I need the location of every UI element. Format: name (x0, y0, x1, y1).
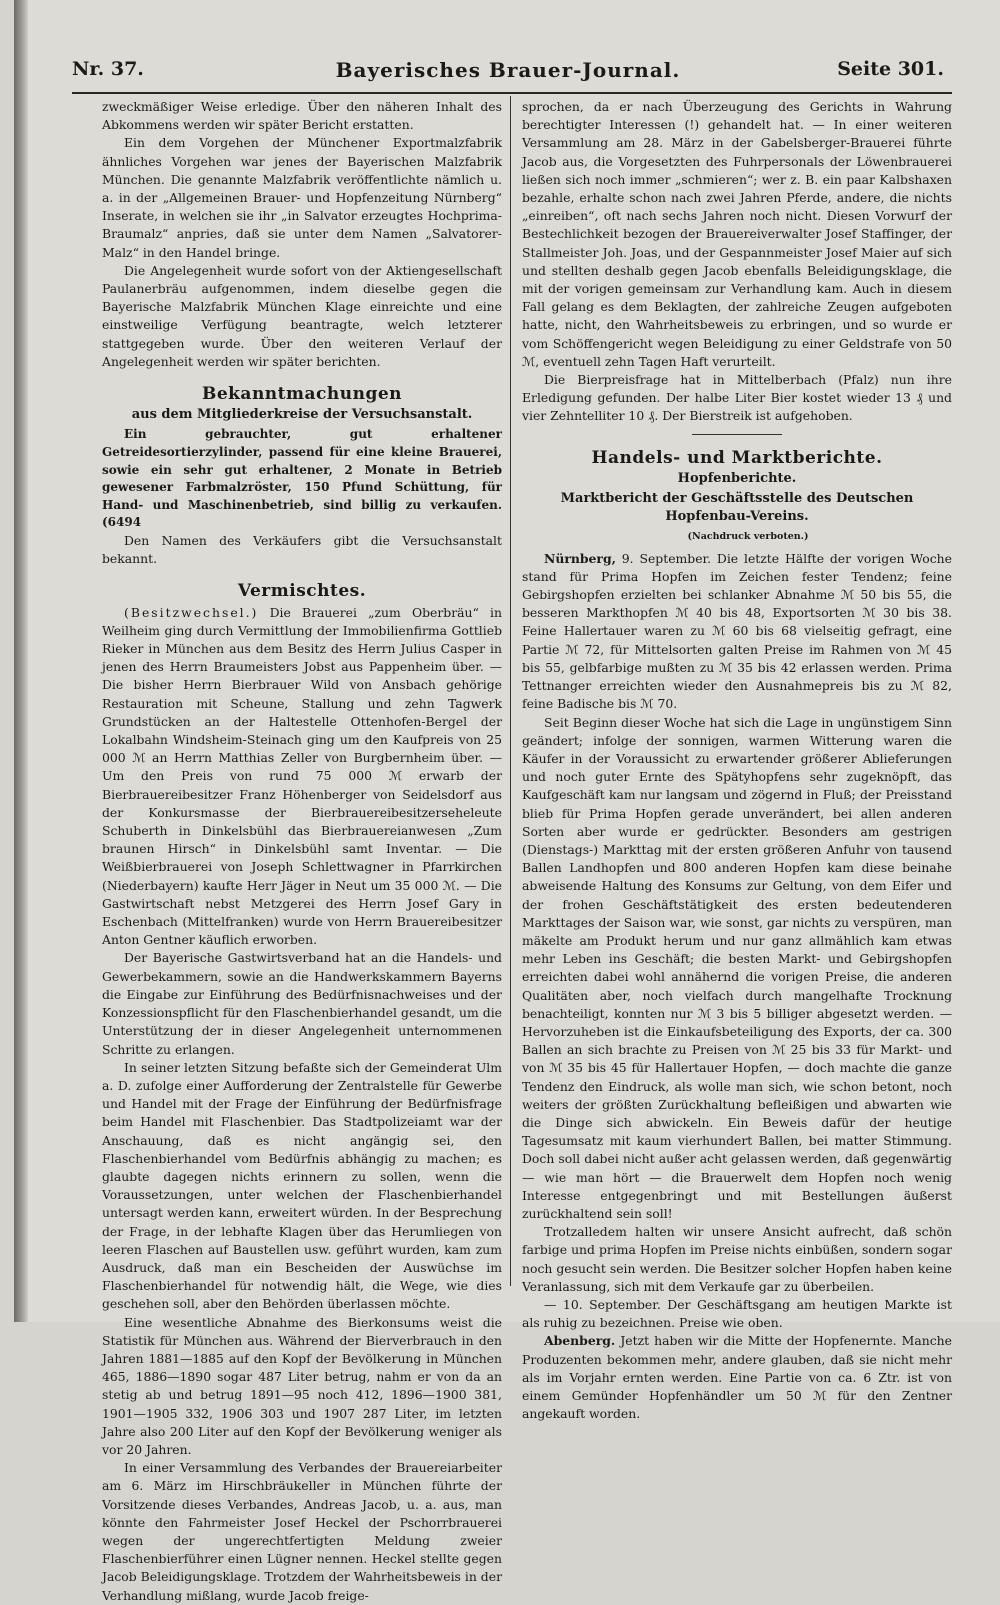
section-separator (692, 434, 782, 435)
paragraph: In seiner letzten Sitzung befaßte sich der Gemeinderat Ulm a. D. zufolge einer Aufforderung der Zentralstelle für Gewerbe und Handel mit der Frage der Einführung der Bedürfnisfrage beim Handel mit Flaschenbier. Das Stadtpolizeiamt war der Anschauung, daß es nicht angängig sei, den Flaschenbierhandel vom Bedürfnis abhängig zu machen; es glaubte dagegen nichts erinnern zu sollen, wenn die Voraussetzungen, unter welchen der Flaschenbierhandel untersagt werden kann, erweitert würden. In der Besprechung der Frage, in der lebhafte Klagen über das Herumliegen von leeren Flaschen auf Baustellen usw. geführt wurden, kam zum Ausdruck, daß man ein Bescheiden der Auswüchse im Flaschenbierhandel für notwendig hält, die Wege, wie dies geschehen soll, aber den Behörden überlassen möchte. (102, 1059, 502, 1312)
section-subheading-marktbericht: Marktbericht der Geschäftsstelle des Deutschen Hopfenbau-Vereins. (560, 491, 914, 525)
journal-title: Bayerisches Brauer-Journal. (335, 58, 681, 82)
page-header (72, 58, 944, 88)
paragraph: Seit Beginn dieser Woche hat sich die Lage in ungünstigem Sinn geändert; infolge der sonnigen, warmen Witterung waren die Käufer in der Voraussicht zu erwartender größerer Ablieferungen und noch guter Ernte des Spätyhopfens sehr zugeknöpft, das Kaufgeschäft kam nur langsam und zögernd in Fluß; der Preisstand blieb für Prima Hopfen gerade unverändert, bei allen anderen Sorten aber wurde er gedrückter. Besonders am gestrigen (Dienstags-) Markttag mit der ersten größeren Anfuhr von tausend Ballen Landhopfen und 800 anderen Hopfen kam diese beinahe abweisende Haltung des Konsums zur Geltung, von dem Eifer und der frohen Geschäftstätigkeit des ersten bedeutenderen Markttages der Saison war, wie sonst, gar nichts zu verspüren, man mäkelte am Produkt herum und nur ganz allmählich kam etwas mehr Leben ins Geschäft; die besten Markt- und Gebirgshopfen erreichten dabei wohl annähernd die vorigen Preise, die anderen Qualitäten aber, noch vielfach durch mangelhafte Trocknung benachteiligt, konnten nur ℳ 3 bis 5 billiger abgesetzt werden. — Hervorzuheben ist die Einkaufsbeteiligung des Exports, der ca. 300 Ballen an sich brachte zu Preisen von ℳ 25 bis 33 für Markt- und von ℳ 35 bis 45 für Hallertauer Hopfen, — doch machte die ganze Tendenz den Eindruck, als wolle man sich, wie schon betont, noch weiters der größten Zurückhaltung befleißigen und abwarten wie die Dinge sich abwickeln. Ein Beweis dafür der heutige Tagesumsatz mit kaum vierhundert Ballen, bei matter Stimmung. Doch soll dabei nicht außer acht gelassen werden, daß gegenwärtig — wie man hört — die Brauerwelt dem Hopfen noch wenig Interesse entgegenbringt und mit Bestellungen äußerst zurückhaltend sein soll! (522, 714, 952, 1221)
paragraph: zweckmäßiger Weise erledige. Über den näheren Inhalt des Abkommens werden wir später Bericht erstatten. (102, 99, 502, 133)
right-column (522, 98, 952, 1423)
paragraph (102, 604, 502, 950)
paragraph (522, 550, 952, 714)
item-text: Jetzt haben wir die Mitte der Hopfenernte. Manche Produzenten bekommen mehr, andere glauben, daß sie nicht mehr als im Vorjahr ernten werden. Eine Partie von ca. 6 Ztr. ist von einem Gemünder Hopfenhändler um 50 ℳ für den Zentner angekauft worden. (522, 1333, 952, 1422)
paragraph: In einer Versammlung des Verbandes der Brauereiarbeiter am 6. März im Hirschbräukeller in München führte der Vorsitzende dieses Verbandes, Andreas Jacob, u. a. aus, man könnte den Fahrmeister Josef Heckel der Pschorrbrauerei wegen der ungerechtfertigten Meldung zweier Flaschenbierführer einen Lügner nennen. Heckel stellte gegen Jacob Beleidigungsklage. Trotzdem der Wahrheitsbeweis in der Verhandlung mißlang, wurde Jacob freige- (102, 1460, 502, 1603)
section-subheading-hopfenberichte: Hopfenberichte. (677, 470, 797, 486)
paragraph: Den Namen des Verkäufers gibt die Versuchsanstalt bekannt. (102, 533, 502, 567)
header-rule (72, 92, 952, 94)
issue-number: Nr. 37. (72, 58, 144, 80)
item-text: 9. September. Die letzte Hälfte der vorigen Woche stand für Prima Hopfen im Zeichen fester Tendenz; feine Gebirgshopfen erzielten bei schlanker Abnahme ℳ 50 bis 55, die besseren Markthopfen ℳ 40 bis 48, Exportsorten ℳ 30 bis 38. Feine Hallertauer waren zu ℳ 60 bis 68 vielseitig gefragt, eine Partie ℳ 72, für Mittelsorten galten Preise im Rahmen von ℳ 45 bis 55, gelbfarbige mußten zu ℳ 35 bis 42 erlassen werden. Prima Tettnanger erreichten wieder den Ausnahmepreis bis zu ℳ 82, feine Badische bis ℳ 70. (522, 550, 952, 712)
item-label: (Besitzwechsel.) (124, 604, 259, 620)
section-heading-bekanntmachungen: Bekanntmachungen (201, 384, 403, 405)
section-subheading: aus dem Mitgliederkreise der Versuchsanstalt. (131, 407, 473, 423)
paragraph: sprochen, da er nach Überzeugung des Gerichts in Wahrung berechtigter Interessen (!) gehandelt hat. — In einer weiteren Versammlung am 28. März in der Gabelsberger-Brauerei führte Jacob aus, die Vorgesetzten des Fuhrpersonals der Löwenbrauerei ließen sich noch immer „schmieren“; wer z. B. ein paar Kalbshaxen bezahle, erhalte schon nach zwei Jahren Pferde, andere, die nichts „einreiben“, oft nach sechs Jahren noch nicht. Diesen Vorwurf der Bestechlichkeit bezogen der Brauereiverwalter Josef Staffinger, der Stallmeister Joh. Joas, und der Gespannmeister Josef Maier auf sich und stellten deshalb gegen Jacob ebenfalls Beleidigungsklage, die mit der vorigen gemeinsam zur Verhandlung kam. Auch in diesem Fall gelang es dem Beklagten, der zahlreiche Zeugen aufgeboten hatte, nicht, den Wahrheitsbeweis zu erbringen, und so wurde er vom Schöffengericht wegen Beleidigung zu einer Geldstrafe von 50 ℳ, eventuell zehn Tagen Haft verurteilt. (522, 99, 952, 369)
dateline-place: Nürnberg, (544, 550, 616, 566)
paragraph: — 10. September. Der Geschäftsgang am heutigen Markte ist als ruhig zu bezeichnen. Preise wie oben. (522, 1297, 952, 1331)
advertisement-text: Ein gebrauchter, gut erhaltener Getreidesortierzylinder, passend für eine kleine Brauerei, sowie ein sehr gut erhaltener, 2 Monate in Betrieb gewesener Farbmalzröster, 150 Pfund Schüttung, für Hand- und Maschinenbetrieb, sind billig zu verkaufen. (6494 (102, 427, 502, 530)
left-column (102, 98, 502, 1605)
paragraph: Die Angelegenheit wurde sofort von der Aktiengesellschaft Paulanerbräu aufgenommen, indem dieselbe gegen die Bayerische Malzfabrik München Klage einreichte und eine einstweilige Verfügung beantragte, welch letzterer stattgegeben wurde. Über den weiteren Verlauf der Angelegenheit werden wir später berichten. (102, 262, 502, 369)
paragraph: Eine wesentliche Abnahme des Bierkonsums weist die Statistik für München aus. Während der Bierverbrauch in den Jahren 1881—1885 auf den Kopf der Bevölkerung in München 465, 1886—1890 sogar 487 Liter betrug, nahm er von da an stetig ab und betrug 1891—95 noch 412, 1896—1900 381, 1901—1905 332, 1906 303 und 1907 287 Liter, im letzten Jahre also 200 Liter auf den Kopf der Bevölkerung weniger als vor 20 Jahren. (102, 1314, 502, 1457)
dateline-place: Abenberg. (544, 1333, 616, 1349)
paragraph: Der Bayerische Gastwirtsverband hat an die Handels- und Gewerbekammern, sowie an die Handwerkskammern Bayerns die Eingabe zur Einführung des Bedürfnisnachweises und der Konzessionspflicht für den Flaschenbierhandel gesandt, um die Unterstützung der in dieser Angelegenheit unternommenen Schritte zu erlangen. (102, 950, 502, 1057)
section-heading-handels-und-marktberichte: Handels- und Marktberichte. (591, 447, 883, 468)
item-text: Die Brauerei „zum Oberbräu“ in Weilheim ging durch Vermittlung der Immobilienfirma Gottlieb Rieker in München aus dem Besitz des Herrn Julius Casper in jenen des Herrn Braumeisters Jobst aus Pappenheim über. — Die bisher Herrn Bierbrauer Wild von Ansbach gehörige Restauration mit Scheune, Stallung und zehn Tagwerk Grundstücken an der Haltestelle Ottenhofen-Bergel der Lokalbahn Windsheim-Steinach ging um den Kaufpreis von 25 000 ℳ an Herrn Matthias Zeller von Burgbernheim über. — Um den Preis von rund 75 000 ℳ erwarb der Bierbrauereibesitzer Franz Höhenberger von Seidelsdorf aus der Konkursmasse der Bierbrauereibesitzerseheleute Schuberth in Dinkelsbühl das Bierbrauereianwesen „Zum braunen Hirsch“ in Dinkelsbühl samt Inventar. — Die Weißbierbrauerei von Joseph Schlettwagner in Pfarrkirchen (Niederbayern) kaufte Herr Jäger in Neut um 35 000 ℳ. — Die Gastwirtschaft nebst Metzgerei des Herrn Josef Gary in Eschenbach (Mittelfranken) wurde von Herrn Brauereibesitzer Anton Gentner käuflich erworben. (102, 604, 502, 948)
newspaper-page (14, 0, 1000, 1603)
paragraph: Trotzalledem halten wir unsere Ansicht aufrecht, daß schön farbige und prima Hopfen im Preise nichts einbüßen, sondern sogar noch gesucht sein werden. Die Besitzer solcher Hopfen haben keine Veranlassung, sich mit dem Verkaufe gar zu überbeilen. (522, 1224, 952, 1294)
paragraph: Ein dem Vorgehen der Münchener Exportmalzfabrik ähnliches Vorgehen war jenes der Bayerischen Malzfabrik München. Die genannte Malzfabrik veröffentlichte nämlich u. a. in der „Allgemeinen Brauer- und Hopfenzeitung Nürnberg“ Inserate, in welchen sie ihr „in Salvator erzeugtes Hochprima-Braumalz“ anpries, daß sie unter dem Namen „Salvatorer-Malz“ in den Handel bringe. (102, 135, 502, 260)
binding-gutter (14, 0, 28, 1322)
page-number: Seite 301. (837, 58, 944, 80)
paragraph: Die Bierpreisfrage hat in Mittelberbach (Pfalz) nun ihre Erledigung gefunden. Der halbe Liter Bier kostet wieder 13 ₰ und vier Zehntelliter 10 ₰. Der Bierstreik ist aufgehoben. (522, 372, 952, 424)
reprint-notice: (Nachdruck verboten.) (687, 531, 809, 543)
paragraph (522, 1332, 952, 1423)
section-heading-vermischtes: Vermischtes. (237, 581, 367, 602)
column-divider (510, 96, 511, 1286)
